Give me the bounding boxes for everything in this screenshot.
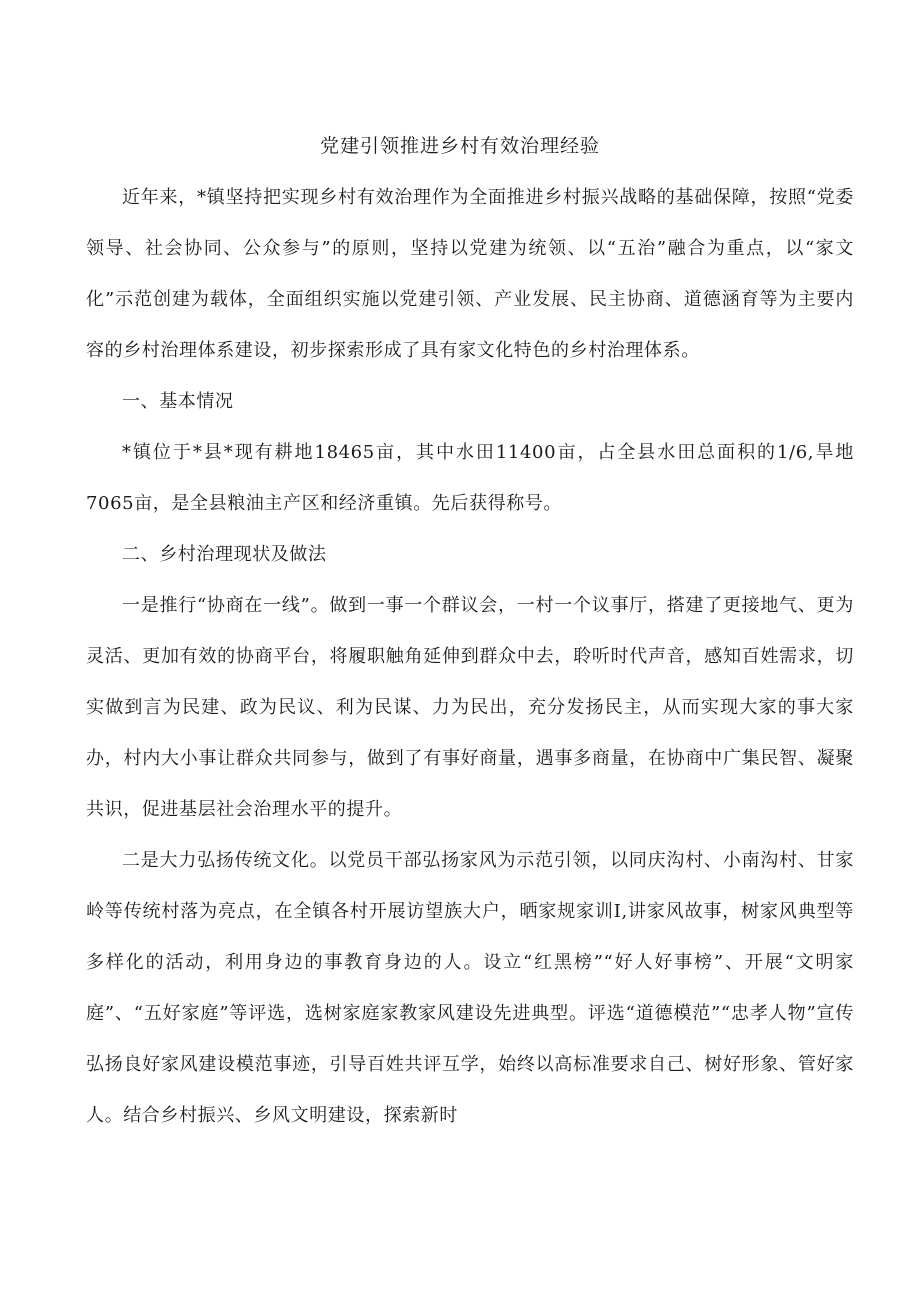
paragraph-point-1: 一是推行“协商在一线”。做到一事一个群议会，一村一个议事厅，搭建了更接地气、更为灵活、更加有效的协商平台，将履职触角延伸到群众中去，聆听时代声音，感知百姓需求，切实做到言为民建、政为民议、利为民谋、力为民出，充分发扬民主，从而实现大家的事大家办，村内大小事让群众共同参与，做到了有事好商量，遇事多商量，在协商中广集民智、凝聚共识，促进基层社会治理水平的提升。 bbox=[86, 595, 854, 820]
document-body bbox=[86, 172, 854, 1141]
paragraph-basic-info: *镇位于*县*现有耕地18465亩，其中水田11400亩，占全县水田总面积的1/6,旱地7065亩，是全县粮油主产区和经济重镇。先后获得称号。 bbox=[86, 442, 854, 514]
paragraph-intro: 近年来，*镇坚持把实现乡村有效治理作为全面推进乡村振兴战略的基础保障，按照“党委领导、社会协同、公众参与”的原则，坚持以党建为统领、以“五治”融合为重点，以“家文化”示范创建为载体，全面组织实施以党建引领、产业发展、民主协商、道德涵育等为主要内容的乡村治理体系建设，初步探索形成了具有家文化特色的乡村治理体系。 bbox=[86, 187, 854, 361]
document-title: 党建引领推进乡村有效治理经验 bbox=[319, 135, 600, 157]
section-heading-basic: 一、基本情况 bbox=[122, 391, 234, 412]
section-heading-governance: 二、乡村治理现状及做法 bbox=[122, 544, 327, 565]
paragraph-point-2: 二是大力弘扬传统文化。以党员干部弘扬家风为示范引领，以同庆沟村、小南沟村、甘家岭等传统村落为亮点，在全镇各村开展访望族大户，晒家规家训I,讲家风故事，树家风典型等多样化的活动，利用身边的事教育身边的人。设立“红黑榜”“好人好事榜”、开展“文明家庭”、“五好家庭”等评选，选树家庭家教家风建设先进典型。评选“道德模范”“忠孝人物”宣传弘扬良好家风建设模范事迹，引导百姓共评互学，始终以高标准要求自己、树好形象、管好家人。结合乡村振兴、乡风文明建设，探索新时 bbox=[86, 850, 854, 1126]
